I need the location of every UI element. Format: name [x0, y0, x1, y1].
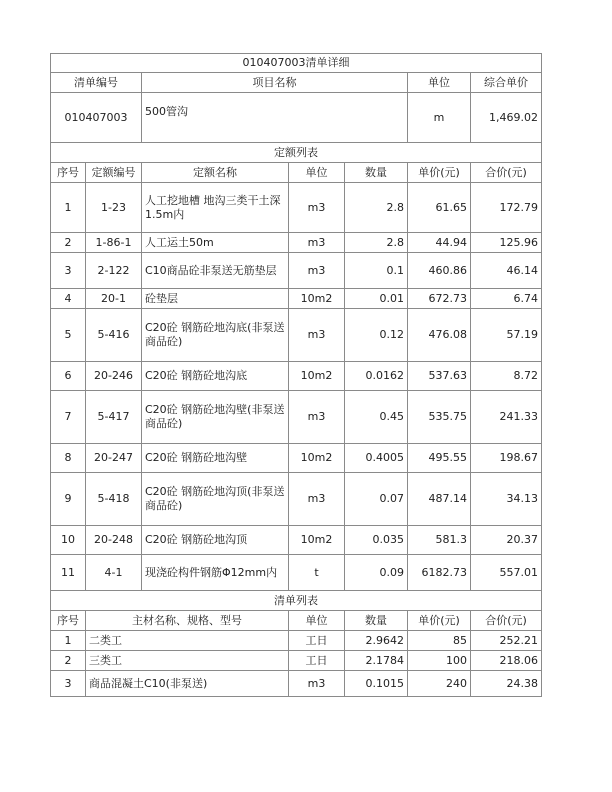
row-name: C20砼 钢筋砼地沟底(非泵送商品砼) — [142, 309, 289, 362]
summary-unit: m — [408, 93, 471, 143]
row-no: 10 — [51, 526, 86, 555]
row-total: 20.37 — [471, 526, 542, 555]
materials-section-title: 清单列表 — [51, 591, 542, 611]
table-row — [51, 253, 542, 289]
row-no: 8 — [51, 444, 86, 473]
row-total: 8.72 — [471, 362, 542, 391]
summary-name: 500管沟 — [142, 93, 408, 143]
mat-qty: 2.1784 — [345, 651, 408, 671]
row-total: 34.13 — [471, 473, 542, 526]
row-code: 2-122 — [86, 253, 142, 289]
row-unit: t — [289, 555, 345, 591]
header-name: 项目名称 — [142, 73, 408, 93]
row-unit: m3 — [289, 183, 345, 233]
list-item — [51, 651, 542, 671]
row-code: 1-23 — [86, 183, 142, 233]
row-unit: 10m2 — [289, 362, 345, 391]
row-unit: m3 — [289, 253, 345, 289]
mat-name: 三类工 — [86, 651, 289, 671]
row-price: 487.14 — [408, 473, 471, 526]
row-code: 5-418 — [86, 473, 142, 526]
quota-header-3: 单位 — [289, 163, 345, 183]
row-unit: m3 — [289, 233, 345, 253]
quota-header-row — [51, 163, 542, 183]
row-unit: m3 — [289, 309, 345, 362]
row-price: 476.08 — [408, 309, 471, 362]
row-qty: 0.45 — [345, 391, 408, 444]
mat-price: 100 — [408, 651, 471, 671]
list-item — [51, 671, 542, 697]
row-no: 1 — [51, 183, 86, 233]
row-total: 172.79 — [471, 183, 542, 233]
mat-unit: 工日 — [289, 651, 345, 671]
quota-header-5: 单价(元) — [408, 163, 471, 183]
row-unit: 10m2 — [289, 289, 345, 309]
row-price: 44.94 — [408, 233, 471, 253]
row-no: 6 — [51, 362, 86, 391]
materials-section-row — [51, 591, 542, 611]
summary-unit-price: 1,469.02 — [471, 93, 542, 143]
row-name: C10商品砼非泵送无筋垫层 — [142, 253, 289, 289]
table-row — [51, 309, 542, 362]
row-name: 人工挖地槽 地沟三类干土深1.5m内 — [142, 183, 289, 233]
summary-header-row — [51, 73, 542, 93]
row-no: 5 — [51, 309, 86, 362]
mat-header-4: 单价(元) — [408, 611, 471, 631]
row-total: 125.96 — [471, 233, 542, 253]
mat-no: 3 — [51, 671, 86, 697]
mat-no: 1 — [51, 631, 86, 651]
mat-qty: 2.9642 — [345, 631, 408, 651]
mat-price: 240 — [408, 671, 471, 697]
row-unit: m3 — [289, 391, 345, 444]
row-total: 46.14 — [471, 253, 542, 289]
mat-header-2: 单位 — [289, 611, 345, 631]
page-title: 010407003清单详细 — [51, 54, 542, 73]
row-unit: 10m2 — [289, 444, 345, 473]
row-price: 672.73 — [408, 289, 471, 309]
mat-total: 24.38 — [471, 671, 542, 697]
row-total: 557.01 — [471, 555, 542, 591]
mat-header-5: 合价(元) — [471, 611, 542, 631]
quota-header-4: 数量 — [345, 163, 408, 183]
row-code: 20-1 — [86, 289, 142, 309]
mat-name: 商品混凝土C10(非泵送) — [86, 671, 289, 697]
detail-table-main — [50, 53, 542, 697]
row-name: C20砼 钢筋砼地沟底 — [142, 362, 289, 391]
row-qty: 0.035 — [345, 526, 408, 555]
quota-header-2: 定额名称 — [142, 163, 289, 183]
row-qty: 0.12 — [345, 309, 408, 362]
row-name: 砼垫层 — [142, 289, 289, 309]
table-row — [51, 444, 542, 473]
row-qty: 0.09 — [345, 555, 408, 591]
row-name: C20砼 钢筋砼地沟顶(非泵送商品砼) — [142, 473, 289, 526]
row-code: 20-248 — [86, 526, 142, 555]
table-row — [51, 362, 542, 391]
row-qty: 0.01 — [345, 289, 408, 309]
row-total: 241.33 — [471, 391, 542, 444]
row-code: 1-86-1 — [86, 233, 142, 253]
row-price: 6182.73 — [408, 555, 471, 591]
row-price: 460.86 — [408, 253, 471, 289]
row-total: 6.74 — [471, 289, 542, 309]
mat-total: 218.06 — [471, 651, 542, 671]
row-price: 537.63 — [408, 362, 471, 391]
header-unit-price: 综合单价 — [471, 73, 542, 93]
mat-header-0: 序号 — [51, 611, 86, 631]
quota-section-row — [51, 143, 542, 163]
title-row — [51, 54, 542, 73]
row-qty: 0.1 — [345, 253, 408, 289]
row-no: 11 — [51, 555, 86, 591]
row-price: 535.75 — [408, 391, 471, 444]
row-no: 3 — [51, 253, 86, 289]
table-row — [51, 289, 542, 309]
row-code: 5-417 — [86, 391, 142, 444]
row-code: 4-1 — [86, 555, 142, 591]
materials-header-row — [51, 611, 542, 631]
row-price: 495.55 — [408, 444, 471, 473]
table-row — [51, 183, 542, 233]
row-code: 5-416 — [86, 309, 142, 362]
row-price: 61.65 — [408, 183, 471, 233]
mat-no: 2 — [51, 651, 86, 671]
row-unit: 10m2 — [289, 526, 345, 555]
mat-unit: 工日 — [289, 631, 345, 651]
table-row — [51, 555, 542, 591]
mat-header-3: 数量 — [345, 611, 408, 631]
row-qty: 0.0162 — [345, 362, 408, 391]
row-qty: 2.8 — [345, 233, 408, 253]
row-no: 7 — [51, 391, 86, 444]
table-row — [51, 391, 542, 444]
mat-total: 252.21 — [471, 631, 542, 651]
row-no: 2 — [51, 233, 86, 253]
mat-unit: m3 — [289, 671, 345, 697]
table-row — [51, 473, 542, 526]
row-unit: m3 — [289, 473, 345, 526]
row-name: C20砼 钢筋砼地沟顶 — [142, 526, 289, 555]
row-name: 现浇砼构件钢筋Φ12mm内 — [142, 555, 289, 591]
list-item — [51, 631, 542, 651]
mat-header-1: 主材名称、规格、型号 — [86, 611, 289, 631]
header-code: 清单编号 — [51, 73, 142, 93]
row-price: 581.3 — [408, 526, 471, 555]
table-row — [51, 233, 542, 253]
mat-price: 85 — [408, 631, 471, 651]
header-unit: 单位 — [408, 73, 471, 93]
row-total: 57.19 — [471, 309, 542, 362]
row-no: 4 — [51, 289, 86, 309]
table-row — [51, 526, 542, 555]
summary-code: 010407003 — [51, 93, 142, 143]
summary-value-row — [51, 93, 542, 143]
row-code: 20-246 — [86, 362, 142, 391]
quota-header-6: 合价(元) — [471, 163, 542, 183]
row-code: 20-247 — [86, 444, 142, 473]
row-no: 9 — [51, 473, 86, 526]
row-name: C20砼 钢筋砼地沟壁(非泵送商品砼) — [142, 391, 289, 444]
quota-section-title: 定额列表 — [51, 143, 542, 163]
row-qty: 0.07 — [345, 473, 408, 526]
mat-qty: 0.1015 — [345, 671, 408, 697]
quota-header-0: 序号 — [51, 163, 86, 183]
row-qty: 0.4005 — [345, 444, 408, 473]
row-name: 人工运土50m — [142, 233, 289, 253]
row-total: 198.67 — [471, 444, 542, 473]
mat-name: 二类工 — [86, 631, 289, 651]
row-name: C20砼 钢筋砼地沟壁 — [142, 444, 289, 473]
row-qty: 2.8 — [345, 183, 408, 233]
quota-header-1: 定额编号 — [86, 163, 142, 183]
